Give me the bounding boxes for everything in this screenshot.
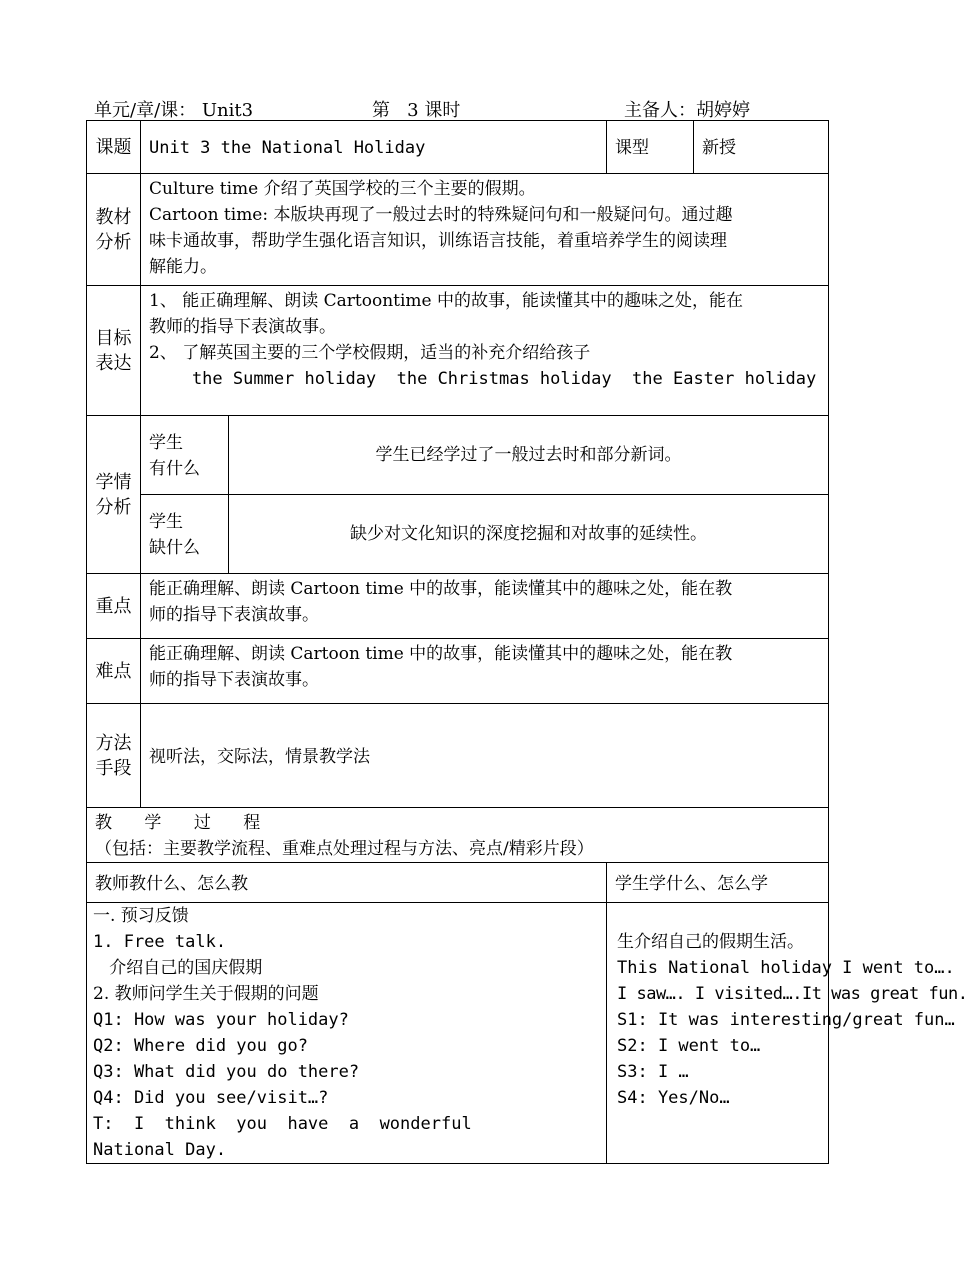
key-point-row [87, 574, 829, 639]
student-line [617, 903, 822, 929]
process-title-row [87, 808, 829, 863]
student-line: 生介绍自己的假期生活。 [617, 932, 804, 952]
goals-content [141, 286, 829, 416]
student-lack-label [141, 495, 229, 574]
difficult-point-line: 能正确理解、朗读 Cartoon time 中的故事，能读懂其中的趣味之处，能在教 [149, 644, 733, 664]
difficult-point-content [141, 639, 829, 704]
header-unit-label: 单元/章/课： [94, 100, 197, 121]
student-have-label [141, 416, 229, 495]
key-point-line: 能正确理解、朗读 Cartoon time 中的故事，能读懂其中的趣味之处，能在教 [149, 579, 733, 599]
teacher-header: 教师教什么、怎么教 [87, 863, 607, 903]
student-have-value: 学生已经学过了一般过去时和部分新词。 [229, 416, 829, 495]
process-content-row [87, 903, 829, 1164]
process-title: 教 学 过 程 [95, 813, 261, 833]
teacher-line: 1. Free talk. [93, 932, 227, 952]
student-lack-row [87, 495, 829, 574]
header-unit-value: Unit3 [201, 100, 254, 121]
key-point-label: 重点 [87, 574, 141, 639]
type-value: 新授 [694, 121, 829, 174]
goals-row [87, 286, 829, 416]
material-line: Culture time 介绍了英国学校的三个主要的假期。 [149, 179, 536, 199]
student-lack-label-line: 缺什么 [149, 538, 200, 558]
goals-label: 目标表达 [87, 286, 141, 416]
key-point-line: 师的指导下表演故事。 [149, 605, 319, 625]
methods-row [87, 704, 829, 808]
process-header-row [87, 863, 829, 903]
student-have-label-line: 学生 [149, 433, 183, 453]
student-analysis-label: 学情分析 [87, 416, 141, 574]
key-point-content [141, 574, 829, 639]
material-row [87, 174, 829, 286]
goal-line: 教师的指导下表演故事。 [149, 317, 336, 337]
student-have-label-line: 有什么 [149, 459, 200, 479]
teacher-line: National Day. [93, 1140, 227, 1160]
methods-label: 方法手段 [87, 704, 141, 808]
header-unit [94, 96, 253, 120]
type-label: 课型 [607, 121, 694, 174]
material-label: 教材分析 [87, 174, 141, 286]
material-content [141, 174, 829, 286]
student-line: This National holiday I went to…. [617, 958, 955, 978]
process-subtitle: （包括：主要教学流程、重难点处理过程与方法、亮点/精彩片段） [95, 839, 594, 859]
difficult-point-row [87, 639, 829, 704]
title-label: 课题 [87, 121, 141, 174]
methods-value: 视听法，交际法，情景教学法 [141, 704, 829, 808]
teacher-line: Q4: Did you see/visit…? [93, 1088, 329, 1108]
student-line: S3: I … [617, 1062, 689, 1082]
difficult-point-label: 难点 [87, 639, 141, 704]
title-row [87, 121, 829, 174]
teacher-line: T: I think you have a wonderful [93, 1114, 472, 1134]
material-line: Cartoon time: 本版块再现了一般过去时的特殊疑问句和一般疑问句。通过趣 [149, 205, 733, 225]
teacher-line: Q2: Where did you go? [93, 1036, 308, 1056]
header-lesson: 第 3 课时 [372, 100, 461, 121]
goal-line: 1、 能正确理解、朗读 Cartoontime 中的故事，能读懂其中的趣味之处，能在 [149, 291, 743, 311]
student-line: I saw…. I visited….It was great fun. [617, 984, 967, 1004]
student-lack-label-line: 学生 [149, 512, 183, 532]
title-value: Unit 3 the National Holiday [141, 121, 607, 174]
student-content [607, 903, 967, 1164]
teacher-line: 介绍自己的国庆假期 [93, 958, 263, 978]
header-preparer: 主备人：胡婷婷 [624, 100, 750, 121]
teacher-content [87, 903, 607, 1164]
teacher-line: 2. 教师问学生关于假期的问题 [93, 984, 319, 1004]
student-line: S1: It was interesting/great fun… [617, 1010, 955, 1030]
student-line: S4: Yes/No… [617, 1088, 730, 1108]
goal-line: 2、 了解英国主要的三个学校假期，适当的补充介绍给孩子 [149, 343, 591, 363]
student-line: S2: I went to… [617, 1036, 761, 1056]
teacher-line: Q1: How was your holiday? [93, 1010, 349, 1030]
teacher-line: Q3: What did you do there? [93, 1062, 360, 1082]
student-have-row [87, 416, 829, 495]
teacher-line: 一. 预习反馈 [93, 906, 189, 926]
lesson-plan-table [86, 120, 967, 1164]
student-header: 学生学什么、怎么学 [607, 863, 829, 903]
material-line: 解能力。 [149, 257, 217, 277]
material-line: 味卡通故事，帮助学生强化语言知识，训练语言技能，着重培养学生的阅读理 [149, 231, 727, 251]
goal-line-holidays: the Summer holiday the Christmas holiday the Easter holiday [151, 369, 817, 389]
student-lack-value: 缺少对文化知识的深度挖掘和对故事的延续性。 [229, 495, 829, 574]
difficult-point-line: 师的指导下表演故事。 [149, 670, 319, 690]
process-title-cell [87, 808, 829, 863]
